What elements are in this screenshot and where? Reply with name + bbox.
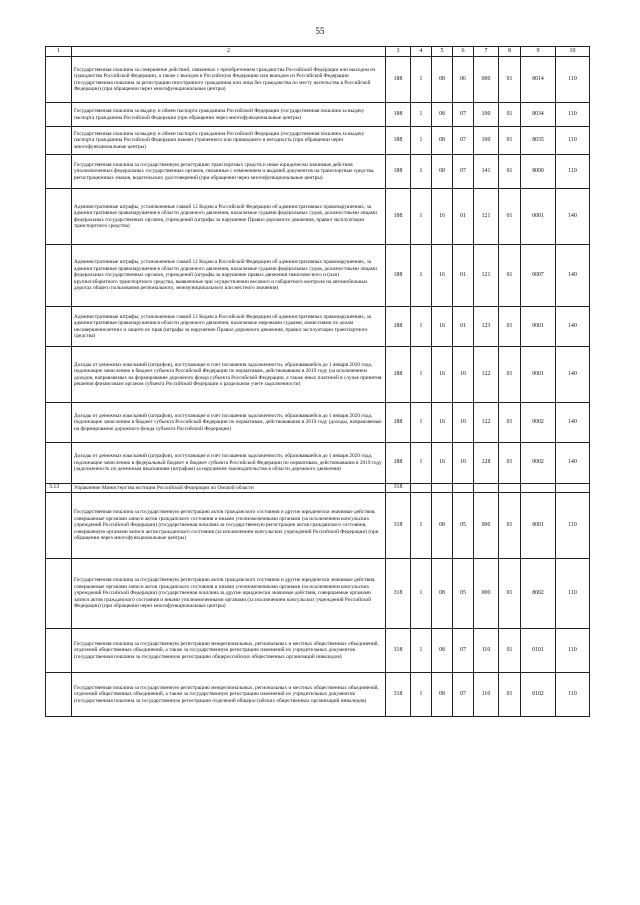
element-code-cell: 01 (499, 443, 521, 484)
header-cell: 7 (474, 47, 499, 57)
subarticle-code-cell: 121 (474, 245, 499, 307)
subarticle-code-cell: 110 (474, 673, 499, 717)
subarticle-code-cell: 122 (474, 347, 499, 403)
subgroup-code-cell: 16 (432, 245, 453, 307)
admin-code-cell: 188 (386, 403, 411, 443)
row-number-cell (46, 155, 72, 189)
program-code-cell: 8002 (521, 559, 556, 629)
group-code-cell: 1 (411, 307, 432, 347)
element-code-cell: 01 (499, 103, 521, 127)
classification-code-cell: 140 (556, 189, 590, 245)
group-code-cell: 1 (411, 103, 432, 127)
subarticle-code-cell: 121 (474, 189, 499, 245)
article-code-cell: 05 (453, 559, 474, 629)
group-code-cell: 1 (411, 347, 432, 403)
subarticle-code-cell: 000 (474, 559, 499, 629)
row-number-cell (46, 245, 72, 307)
classification-code-cell: 110 (556, 559, 590, 629)
subgroup-code-cell: 16 (432, 347, 453, 403)
article-code-cell: 01 (453, 245, 474, 307)
subarticle-code-cell: 141 (474, 155, 499, 189)
program-code-cell: 0007 (521, 245, 556, 307)
admin-code-cell: 188 (386, 189, 411, 245)
admin-code-cell: 188 (386, 57, 411, 103)
header-cell: 3 (386, 47, 411, 57)
classification-code-cell: 140 (556, 443, 590, 484)
program-code-cell: 0002 (521, 403, 556, 443)
row-number-cell (46, 443, 72, 484)
group-code-cell: 1 (411, 493, 432, 559)
admin-code-cell: 318 (386, 673, 411, 717)
row-number-cell (46, 493, 72, 559)
element-code-cell: 01 (499, 403, 521, 443)
table-row (46, 403, 590, 443)
subarticle-code-cell: 100 (474, 127, 499, 155)
admin-code-cell: 318 (386, 484, 411, 493)
group-code-cell: 1 (411, 559, 432, 629)
element-code-cell: 01 (499, 245, 521, 307)
description-cell: Государственная пошлина за государственную регистрацию транспортных средств и иные юридически значимые действия уполномоченных федеральных государственных органов, связанные с изменением и выдачей документов на транспортные средства, регистрационных знаков, водительских удостоверений (при обращении через многофункциональные центры) (72, 155, 386, 189)
description-cell: Доходы от денежных взысканий (штрафов), поступающие в счет погашения задолженности, образовавшейся до 1 января 2020 года, подлежащие зачислению в федеральный бюджет и бюджет субъекта Российской Федерации по нормативам, действовавшим в 2019 году (задолженность по денежным взысканиям (штрафам) за нарушение законодательства в области дорожного движения) (72, 443, 386, 484)
program-code-cell: 0001 (521, 189, 556, 245)
article-code-cell: 07 (453, 103, 474, 127)
element-code-cell: 01 (499, 127, 521, 155)
subgroup-code-cell: 16 (432, 403, 453, 443)
row-number-cell (46, 57, 72, 103)
group-code-cell: 1 (411, 127, 432, 155)
subgroup-code-cell: 08 (432, 673, 453, 717)
table-row (46, 103, 590, 127)
classification-code-cell: 110 (556, 127, 590, 155)
program-code-cell: 0101 (521, 629, 556, 673)
program-code-cell: 0001 (521, 307, 556, 347)
subgroup-code-cell: 16 (432, 307, 453, 347)
subgroup-code-cell: 08 (432, 127, 453, 155)
admin-code-cell: 318 (386, 493, 411, 559)
subarticle-code-cell: 128 (474, 443, 499, 484)
program-code-cell: 8035 (521, 127, 556, 155)
article-code-cell: 05 (453, 493, 474, 559)
classification-code-cell: 110 (556, 57, 590, 103)
row-number-cell (46, 673, 72, 717)
group-code-cell: 1 (411, 443, 432, 484)
program-code-cell: 8034 (521, 103, 556, 127)
group-code-cell: 1 (411, 57, 432, 103)
admin-code-cell: 188 (386, 307, 411, 347)
group-code-cell: 1 (411, 403, 432, 443)
description-cell: Государственная пошлина за выдачу и обмен паспорта гражданина Российской Федерации (государственная пошлина за выдачу паспорта гражданина Российской Федерации взамен утраченного или пришедшего в негодность (при обращении через многофункциональные центры) (72, 127, 386, 155)
description-cell: Административные штрафы, установленные главой 12 Кодекса Российской Федерации об административных правонарушениях, за административные правонарушения в области дорожного движения, налагаемые судьями федеральных судов, должностными лицами федеральных государственных органов, учреждений (штрафы за нарушение правил движения тяжеловесного и (или) крупногабаритного транспортного средства, выявленные при осуществлении весового и габаритного контроля на автомобильных дорогах общего пользования регионального, межмуниципального или местного значения) (72, 245, 386, 307)
admin-code-cell: 188 (386, 155, 411, 189)
subgroup-code-cell: 08 (432, 155, 453, 189)
program-code-cell: 8014 (521, 57, 556, 103)
table-row (46, 347, 590, 403)
header-cell: 5 (432, 47, 453, 57)
classification-code-cell: 140 (556, 347, 590, 403)
table-row (46, 629, 590, 673)
subarticle-code-cell: 000 (474, 493, 499, 559)
table-row (46, 127, 590, 155)
element-code-cell: 01 (499, 347, 521, 403)
article-code-cell: 07 (453, 155, 474, 189)
program-code-cell: 0001 (521, 347, 556, 403)
program-code-cell (521, 484, 556, 493)
row-number-cell: 3.13 (46, 484, 72, 493)
subgroup-code-cell: 16 (432, 443, 453, 484)
header-cell: 6 (453, 47, 474, 57)
element-code-cell: 01 (499, 189, 521, 245)
subgroup-code-cell: 08 (432, 57, 453, 103)
description-cell: Государственная пошлина за совершение действий, связанных с приобретением гражданства Российской Федерации или выходом из гражданства Российской Федерации, а также с въездом в Российскую Федерацию или выездом из Российской Федерации (государственная пошлина за регистрацию иностранного гражданина или лица без гражданства по месту жительства в Российской Федерации) (при обращении через многофункциональные центры) (72, 57, 386, 103)
element-code-cell: 01 (499, 559, 521, 629)
group-code-cell (411, 484, 432, 493)
article-code-cell: 06 (453, 57, 474, 103)
element-code-cell: 01 (499, 155, 521, 189)
group-code-cell: 1 (411, 155, 432, 189)
article-code-cell: 01 (453, 189, 474, 245)
row-number-cell (46, 559, 72, 629)
table-row (46, 57, 590, 103)
subgroup-code-cell: 08 (432, 103, 453, 127)
classification-code-cell: 140 (556, 307, 590, 347)
table-header-row (46, 47, 590, 57)
article-code-cell: 07 (453, 673, 474, 717)
classification-code-cell: 110 (556, 493, 590, 559)
element-code-cell: 01 (499, 493, 521, 559)
element-code-cell: 01 (499, 629, 521, 673)
classification-code-cell: 110 (556, 103, 590, 127)
program-code-cell: 0102 (521, 673, 556, 717)
table-row (46, 493, 590, 559)
description-cell: Государственная пошлина за государственную регистрацию актов гражданского состояния и другие юридически значимые действия, совершаемые органами записи актов гражданского состояния и иными уполномоченными органами (за исключением консульских учреждений Российской Федерации) (государственная пошлина за государственную регистрацию актов гражданского состояния, совершаемую органами записи актов гражданского состояния (за исключением консульских учреждений Российской Федерации) (при обращении через многофункциональные центры) (72, 493, 386, 559)
table-row (46, 673, 590, 717)
classification-code-cell: 110 (556, 155, 590, 189)
program-code-cell: 8000 (521, 155, 556, 189)
element-code-cell: 01 (499, 57, 521, 103)
program-code-cell: 8001 (521, 493, 556, 559)
header-cell: 9 (521, 47, 556, 57)
subgroup-code-cell (432, 484, 453, 493)
row-number-cell (46, 307, 72, 347)
article-code-cell: 07 (453, 629, 474, 673)
subarticle-code-cell: 123 (474, 307, 499, 347)
row-number-cell (46, 347, 72, 403)
table-row (46, 189, 590, 245)
admin-code-cell: 188 (386, 103, 411, 127)
table-row (46, 484, 590, 493)
budget-classification-table (45, 46, 590, 717)
header-cell: 1 (46, 47, 72, 57)
classification-code-cell: 110 (556, 629, 590, 673)
table-row (46, 443, 590, 484)
group-code-cell: 1 (411, 245, 432, 307)
description-cell: Доходы от денежных взысканий (штрафов), поступающие в счет погашения задолженности, образовавшейся до 1 января 2020 года, подлежащие зачислению в бюджет субъекта Российской Федерации по нормативам, действовавшим в 2019 году (доходы, направляемые на формирование дорожного фонда субъекта Российской Федерации) (72, 403, 386, 443)
table-row (46, 155, 590, 189)
description-cell: Государственная пошлина за государственную регистрацию актов гражданского состояния и другие юридически значимые действия, совершаемые органами записи актов гражданского состояния и иными уполномоченными органами (за исключением консульских учреждений Российской Федерации) (государственная пошлина за другие юридически значимые действия, совершаемые органами записи актов гражданского состояния и иными уполномоченными органами (за исключением консульских учреждений Российской Федерации) (при обращении через многофункциональные центры) (72, 559, 386, 629)
description-cell: Административные штрафы, установленные главой 12 Кодекса Российской Федерации об административных правонарушениях, за административные правонарушения в области дорожного движения, налагаемые мировыми судьями, комиссиями по делам несовершеннолетних и защите их прав (штрафы за нарушение Правил дорожного движения, правил эксплуатации транспортного средства) (72, 307, 386, 347)
article-code-cell: 10 (453, 443, 474, 484)
article-code-cell: 10 (453, 347, 474, 403)
element-code-cell: 01 (499, 307, 521, 347)
subgroup-code-cell: 16 (432, 189, 453, 245)
subarticle-code-cell: 122 (474, 403, 499, 443)
classification-code-cell: 140 (556, 245, 590, 307)
article-code-cell (453, 484, 474, 493)
description-cell: Доходы от денежных взысканий (штрафов), поступающие в счет погашения задолженности, образовавшейся до 1 января 2020 года, подлежащие зачислению в бюджет субъекта Российской Федерации по нормативам, действовавшим в 2019 году (за исключением доходов, направляемых на формирование дорожного фонда субъекта Российской Федерации, а также иных платежей в случае принятия решения финансовым органом субъекта Российской Федерации о раздельном учете задолженности) (72, 347, 386, 403)
admin-code-cell: 188 (386, 443, 411, 484)
subgroup-code-cell: 08 (432, 493, 453, 559)
subarticle-code-cell: 000 (474, 57, 499, 103)
program-code-cell: 0002 (521, 443, 556, 484)
row-number-cell (46, 403, 72, 443)
admin-code-cell: 188 (386, 127, 411, 155)
table-row (46, 245, 590, 307)
description-cell: Административные штрафы, установленные главой 12 Кодекса Российской Федерации об административных правонарушениях, за административные правонарушения в области дорожного движения, налагаемые судьями федеральных судов, должностными лицами федеральных государственных органов, учреждений (штрафы за нарушение Правил дорожного движения, правил эксплуатации транспортного средства) (72, 189, 386, 245)
row-number-cell (46, 189, 72, 245)
admin-code-cell: 188 (386, 347, 411, 403)
table-row (46, 559, 590, 629)
element-code-cell: 01 (499, 673, 521, 717)
classification-code-cell: 110 (556, 673, 590, 717)
description-cell: Управление Министерства юстиции Российской Федерации по Омской области (72, 484, 386, 493)
description-cell: Государственная пошлина за государственную регистрацию межрегиональных, региональных и местных общественных объединений, отделений общественных объединений, а также за государственную регистрацию изменений их учредительных документов (государственная пошлина за государственную регистрацию отделений общероссийских общественных организаций инвалидов) (72, 673, 386, 717)
row-number-cell (46, 127, 72, 155)
subarticle-code-cell: 100 (474, 103, 499, 127)
description-cell: Государственная пошлина за государственную регистрацию межрегиональных, региональных и местных общественных объединений, отделений общественных объединений, а также за государственную регистрацию изменений их учредительных документов (государственная пошлина за государственную регистрацию общероссийских общественных организаций инвалидов) (72, 629, 386, 673)
admin-code-cell: 188 (386, 245, 411, 307)
article-code-cell: 07 (453, 127, 474, 155)
admin-code-cell: 318 (386, 559, 411, 629)
admin-code-cell: 318 (386, 629, 411, 673)
article-code-cell: 01 (453, 307, 474, 347)
header-cell: 10 (556, 47, 590, 57)
header-cell: 2 (72, 47, 386, 57)
header-cell: 8 (499, 47, 521, 57)
description-cell: Государственная пошлина за выдачу и обмен паспорта гражданина Российской Федерации (государственная пошлина за выдачу паспорта гражданина Российской Федерации (при обращении через многофункциональные центры) (72, 103, 386, 127)
article-code-cell: 10 (453, 403, 474, 443)
page-number: 55 (315, 26, 325, 36)
group-code-cell: 1 (411, 629, 432, 673)
subgroup-code-cell: 08 (432, 629, 453, 673)
row-number-cell (46, 103, 72, 127)
classification-code-cell (556, 484, 590, 493)
subarticle-code-cell (474, 484, 499, 493)
classification-code-cell: 140 (556, 403, 590, 443)
table-body (46, 47, 590, 717)
group-code-cell: 1 (411, 673, 432, 717)
row-number-cell (46, 629, 72, 673)
group-code-cell: 1 (411, 189, 432, 245)
table-row (46, 307, 590, 347)
subgroup-code-cell: 08 (432, 559, 453, 629)
header-cell: 4 (411, 47, 432, 57)
element-code-cell (499, 484, 521, 493)
subarticle-code-cell: 110 (474, 629, 499, 673)
